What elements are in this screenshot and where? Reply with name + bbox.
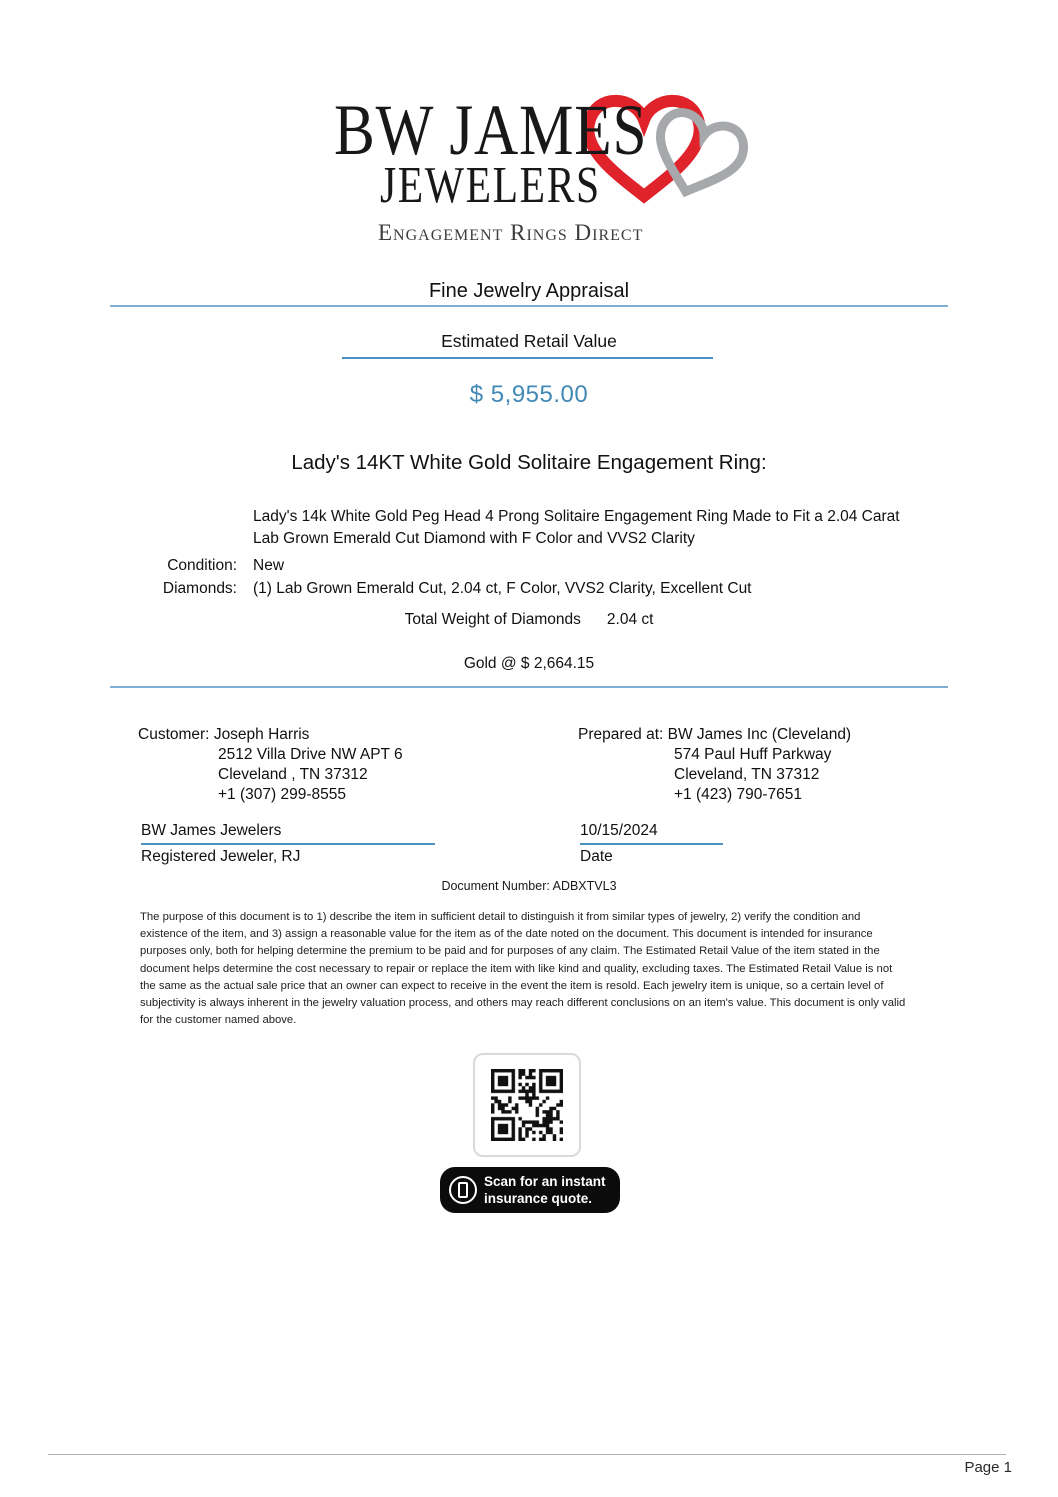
signature-title: Registered Jeweler, RJ [141,848,301,865]
prepared-at-label: Prepared at: [578,726,664,743]
logo-tagline: Engagement Rings Direct [378,220,644,245]
appraised-amount: $ 5,955.00 [469,381,589,408]
signature-date: 10/15/2024 [580,822,658,839]
date-underline [580,843,723,845]
scan-caption [484,1173,606,1207]
estimated-retail-value-label: Estimated Retail Value [441,331,617,351]
prepared-phone: +1 (423) 790-7651 [674,786,802,803]
prepared-at-name: BW James Inc (Cleveland) [667,726,852,743]
customer-name: Joseph Harris [213,726,310,743]
condition-label: Condition: [167,557,237,574]
scan-caption-line2: insurance quote. [484,1191,593,1206]
estimated-retail-value-underline [342,357,713,359]
condition-value: New [253,557,285,574]
phone-icon [449,1176,477,1204]
signature-name: BW James Jewelers [141,822,282,839]
item-title: Lady's 14KT White Gold Solitaire Engagement Ring: [291,451,767,474]
customer-address-line1: 2512 Villa Drive NW APT 6 [218,746,403,763]
prepared-name-row [578,725,851,745]
gold-value-line: Gold @ $ 2,664.15 [463,655,595,672]
item-description-line1: Lady's 14k White Gold Peg Head 4 Prong Solitaire Engagement Ring Made to Fit a 2.04 Carat [253,508,900,525]
logo-name-line1: BW JAMES [334,90,648,170]
disclaimer-text: The purpose of this document is to 1) describe the item in sufficient detail to distinguish it from similar types of jewelry, 2) verify the condition and existence of the item, and 3) assign a reasonable value for the item as of the date noted on the document. This document is intended for insurance purposes only, both for helping determine the premium to be paid and for purposes of any claim. The Estimated Retail Value of the item stated in the document helps determine the cost necessary to repair or replace the item with like kind and quality, excluding taxes. The Estimated Retail Value is not the same as the actual sale price that an owner can expect to receive in the event the item is resold. Each jewelry item is unique, so a certain level of subjectivity is always inherent in the jewelry valuation process, and others may reach different conclusions on an item's value. This document is only valid for the customer named above. [140,911,906,1027]
document-number: Document Number: ADBXTVL3 [441,879,617,893]
document-title: Fine Jewelry Appraisal [428,280,630,302]
scan-badge [440,1167,620,1213]
qr-code-frame [473,1053,581,1157]
customer-phone: +1 (307) 299-8555 [218,786,346,803]
diamonds-label: Diamonds: [162,580,237,597]
qr-code [491,1069,563,1141]
diamonds-value: (1) Lab Grown Emerald Cut, 2.04 ct, F Color, VVS2 Clarity, Excellent Cut [253,580,752,597]
date-label: Date [580,848,613,865]
customer-address-line2: Cleveland , TN 37312 [218,766,368,783]
total-weight-label: Total Weight of Diamonds [404,611,581,628]
divider-top [110,305,948,307]
signature-underline [141,843,435,845]
customer-name-row [138,725,403,745]
footer-divider [48,1454,1006,1455]
page-number: Page 1 [964,1459,1012,1476]
customer-block [138,725,403,805]
scan-caption-line1: Scan for an instant [484,1174,606,1189]
item-description [253,506,969,550]
customer-label: Customer: [138,726,210,743]
prepared-address-line2: Cleveland, TN 37312 [674,766,820,783]
logo-name-line2: JEWELERS [380,157,601,214]
prepared-address-line1: 574 Paul Huff Parkway [674,746,832,763]
divider-middle [110,686,948,688]
prepared-at-block [578,725,851,805]
total-weight-row [0,611,1058,629]
item-description-line2: Lab Grown Emerald Cut Diamond with F Color and VVS2 Clarity [253,530,695,547]
total-weight-value: 2.04 ct [606,611,654,628]
